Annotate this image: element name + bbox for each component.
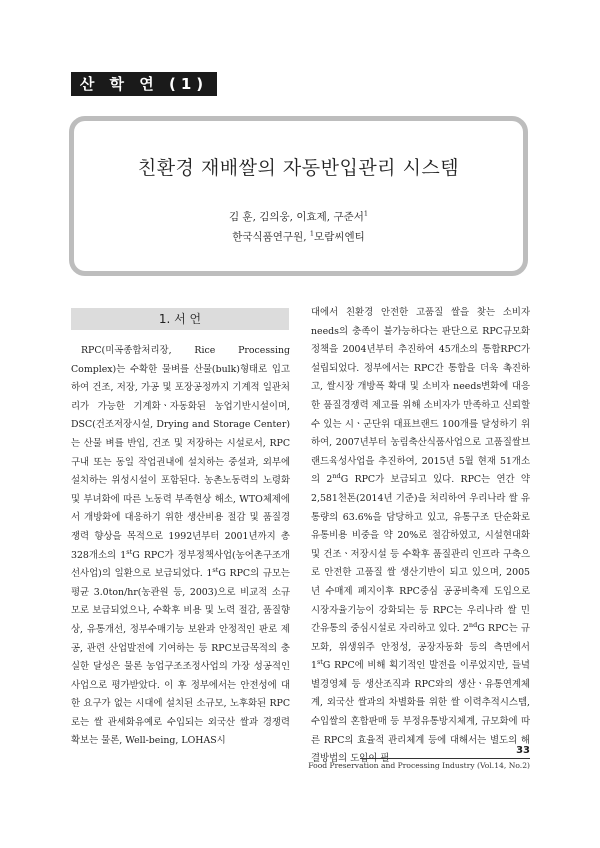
author-names: 김 훈, 김의웅, 이효제, 구준서	[228, 211, 364, 223]
footer-rule	[360, 758, 530, 759]
superscript: st	[126, 547, 133, 556]
title-box	[69, 116, 528, 276]
superscript: nd	[468, 620, 478, 629]
author-list	[74, 209, 523, 224]
affiliation-sup: 1	[309, 229, 315, 238]
text-run: G RPC의 규모는 평균 3.0ton/hr(농관원 등, 2003)으로 비교적 소규모로 보급되었으나, 수확후 비용 및 노력 절감, 품질향상, 유통개선, 정부수매기능 보완과 안정적인 판로 제공, 관련 산업발전에 기여하는 등 RPC보급목적의 충실한 달성은 물론 농업구조조정사업의 가장 성공적인 사업으로 평가받았다. 이 후 정부에서는 안전성에 대한 요구가 없는 시대에 설치된 소규모, 노후화된 RPC로는 쌀 관세화유예로 수입되는 외국산 쌀과 경쟁력 확보는 물론, Well-being, LOHAS시	[71, 568, 290, 747]
superscript: st	[316, 658, 323, 667]
text-run: G RPC가 정부정책사업(농어촌구조개선사업)의 일환으로 보급되었다. 1	[71, 549, 290, 580]
text-run: G RPC에 비해 획기적인 발전을 이루었지만, 들녘별경영체 등 생산조직과 RPC와의 생산ㆍ유통연계체계, 외국산 쌀과의 차별화를 위한 쌀 이력추적시스템, 수입쌀의 혼합판매 등 부정유통방지체계, 규모화에 따른 RPC의 효율적 관리체계 등에 대해서는 별도의 해결방법의 도입이 필	[311, 660, 530, 765]
affiliation-2: 모람씨엔티	[314, 231, 365, 243]
right-paragraph	[311, 304, 530, 769]
superscript: nd	[332, 472, 341, 481]
author-sup: 1	[363, 209, 369, 218]
section-tag: 산 학 연 (1)	[71, 72, 217, 96]
affiliation-1: 한국식품연구원,	[232, 231, 307, 243]
superscript: st	[212, 566, 219, 574]
section-heading: 1. 서 언	[71, 308, 289, 330]
left-paragraph	[71, 342, 290, 751]
right-column	[311, 304, 530, 769]
left-column	[71, 342, 290, 751]
affiliation	[74, 229, 523, 244]
article-title: 친환경 재배쌀의 자동반입관리 시스템	[137, 157, 460, 179]
text-run: 대에서 친환경 안전한 고품질 쌀을 찾는 소비자 needs의 충족이 불가능하다는 판단으로 RPC규모화 정책을 2004년부터 추진하여 45개소의 통합RPC가 설립되었다. 정부에서는 RPC간 통합을 더욱 촉진하고, 쌀시장 개방폭 확대 및 소비자 needs변화에 대응한 품질경쟁력 제고를 위해 소비자가 만족하고 신뢰할 수 있는 시ㆍ군단위 대표브랜드 100개를 달성하기 위하여, 2007년부터 농림축산식품사업으로 고품질쌀브랜드육성사업을 추진하여, 2015년 5월 현재 51개소의 2	[311, 307, 530, 486]
text-run: G RPC가 보급되고 있다. RPC는 연간 약 2,581천톤(2014년 기준)을 처리하여 우리나라 쌀 유통량의 63.6%을 담당하고 있고, 유통구조 단순화로 유통비용 비중을 약 20%로 절감하였고, 시설현대화 및 건조ㆍ저장시설 등 수확후 품질관리 인프라 구축으로 안전한 고품질 쌀 생산기반이 되고 있으며, 2005년 수매제 폐지이후 RPC중심 공공비축제 도입으로 시장자율기능이 강화되는 등 RPC는 우리나라 쌀 민간유통의 중심시설로 자리하고 있다. 2	[311, 474, 530, 635]
page-number: 33	[516, 745, 530, 756]
text-run: G RPC는 규모화, 위생위주 안정성, 공장자동화 등의 측면에서 1	[311, 623, 530, 672]
text-run: RPC(미곡종합처리장, Rice Processing Complex)는 수확한 물벼를 산물(bulk)형태로 입고하여 건조, 저장, 가공 및 포장공정까지 기계적 일관처리가 가능한 기계화ㆍ자동화된 농업기반시설이며, DSC(건조저장시설, Drying and Storage Center)는 산물 벼를 반입, 건조 및 저장하는 시설로서, RPC 구내 또는 동일 작업권내에 설치하는 중설과, 외부에 설치하는 위성시설이 포함된다. 농촌노동력의 노령화 및 부녀화에 따른 노동력 부족현상 해소, WTO체제에서 개방화에 대응하기 위한 생산비용 절감 및 품질경쟁력 향상을 목적으로 1992년부터 2001년까지 총 328개소의 1	[71, 345, 290, 561]
journal-footer: Food Preservation and Processing Industry (Vol.14, No.2)	[308, 761, 530, 770]
